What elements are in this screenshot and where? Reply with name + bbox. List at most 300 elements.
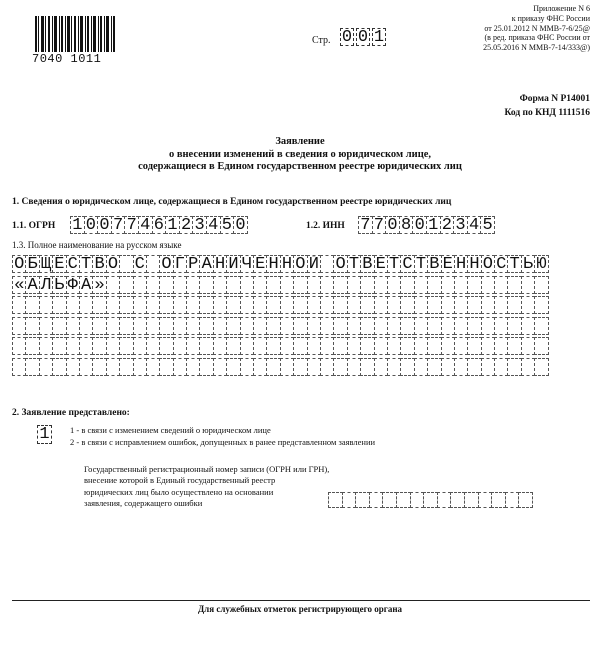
- name-cell: [92, 358, 106, 376]
- name-cell: [534, 296, 548, 314]
- name-cell: [333, 276, 347, 294]
- title-line: Заявление: [275, 136, 325, 147]
- name-cell: [360, 358, 374, 376]
- name-cell: [534, 337, 548, 355]
- name-cell: А: [79, 276, 93, 294]
- name-cell: А: [199, 255, 213, 273]
- name-cell: [146, 358, 160, 376]
- grn-digit: [505, 492, 520, 508]
- name-cell: [347, 317, 361, 335]
- page-label: Стр.: [312, 35, 331, 46]
- name-label: 1.3. Полное наименование на русском языке: [12, 240, 182, 250]
- name-cell: [240, 317, 254, 335]
- name-cell: [441, 276, 455, 294]
- grn-text-line: внесение которой в Единый государственный реестр: [84, 475, 276, 486]
- name-cell: [454, 358, 468, 376]
- name-cell: [226, 337, 240, 355]
- name-cell: [119, 358, 133, 376]
- name-cell: [186, 296, 200, 314]
- name-cell: [280, 296, 294, 314]
- name-cell: [481, 337, 495, 355]
- name-cell: [186, 317, 200, 335]
- name-cell: Т: [347, 255, 361, 273]
- name-cell: [494, 337, 508, 355]
- name-cell: Т: [414, 255, 428, 273]
- name-cell: [280, 358, 294, 376]
- name-cell: [507, 296, 521, 314]
- name-cell: [414, 296, 428, 314]
- document-title: [0, 136, 600, 174]
- name-cell: Л: [39, 276, 53, 294]
- name-cell: [534, 358, 548, 376]
- name-cell: [507, 358, 521, 376]
- name-cell: [333, 358, 347, 376]
- name-cell: [266, 358, 280, 376]
- name-cell: [266, 337, 280, 355]
- ogrn-digit: 4: [206, 216, 221, 234]
- name-row: [12, 296, 548, 314]
- name-cell: [333, 317, 347, 335]
- name-cell: [146, 296, 160, 314]
- grn-digit: [518, 492, 533, 508]
- order-note-line: от 25.01.2012 N ММВ-7-6/25@: [484, 23, 590, 33]
- name-cell: [467, 317, 481, 335]
- name-cell: [240, 296, 254, 314]
- name-cell: [12, 317, 26, 335]
- name-cell: [173, 296, 187, 314]
- name-cell: »: [92, 276, 106, 294]
- name-cell: [12, 296, 26, 314]
- name-cell: [106, 337, 120, 355]
- name-cell: [454, 296, 468, 314]
- section2-value: 1: [37, 425, 52, 444]
- name-cell: [414, 358, 428, 376]
- page-digit: 1: [373, 28, 385, 47]
- name-cell: [374, 276, 388, 294]
- name-cell: С: [494, 255, 508, 273]
- name-cell: Е: [253, 255, 267, 273]
- name-cell: [25, 317, 39, 335]
- name-cell: [374, 358, 388, 376]
- name-cell: Е: [374, 255, 388, 273]
- order-note-line: к приказу ФНС России: [511, 13, 590, 23]
- name-cell: С: [133, 255, 147, 273]
- name-cell: Б: [25, 255, 39, 273]
- name-cell: [494, 317, 508, 335]
- name-cell: Н: [266, 255, 280, 273]
- name-cell: О: [481, 255, 495, 273]
- name-cell: [454, 337, 468, 355]
- name-cell: [521, 296, 535, 314]
- name-cell: [360, 276, 374, 294]
- name-cell: [387, 358, 401, 376]
- ogrn-field: [70, 216, 247, 234]
- footer-divider: [12, 600, 590, 601]
- section2-options: [70, 425, 375, 448]
- name-cell: [146, 337, 160, 355]
- name-cell: [133, 317, 147, 335]
- name-cell: [199, 337, 213, 355]
- ogrn-digit: 0: [97, 216, 112, 234]
- inn-digit: 2: [440, 216, 455, 234]
- inn-digit: 7: [372, 216, 387, 234]
- name-cell: [320, 255, 334, 273]
- name-cell: [199, 276, 213, 294]
- name-cell: Щ: [39, 255, 53, 273]
- name-cell: [213, 337, 227, 355]
- name-cell: [25, 337, 39, 355]
- name-cell: [199, 296, 213, 314]
- name-cell: [374, 337, 388, 355]
- name-cell: [79, 358, 93, 376]
- name-cell: [52, 296, 66, 314]
- name-cell: [25, 358, 39, 376]
- form-number: Форма N Р14001: [519, 94, 590, 104]
- name-cell: [226, 317, 240, 335]
- name-cell: [119, 296, 133, 314]
- name-cell: [307, 317, 321, 335]
- name-cell: [79, 317, 93, 335]
- name-cell: [360, 296, 374, 314]
- inn-digit: 4: [467, 216, 482, 234]
- ogrn-digit: 3: [192, 216, 207, 234]
- name-cell: [133, 276, 147, 294]
- name-cell: [507, 317, 521, 335]
- name-cell: [173, 337, 187, 355]
- name-cell: [213, 358, 227, 376]
- name-cell: Ю: [534, 255, 548, 273]
- name-cell: [146, 255, 160, 273]
- inn-digit: 0: [412, 216, 427, 234]
- name-cell: [400, 276, 414, 294]
- name-cell: [52, 358, 66, 376]
- name-cell: [240, 337, 254, 355]
- name-cell: [494, 276, 508, 294]
- name-cell: Н: [213, 255, 227, 273]
- ogrn-digit: 1: [70, 216, 85, 234]
- name-cell: Е: [441, 255, 455, 273]
- name-cell: [441, 358, 455, 376]
- name-cell: Й: [307, 255, 321, 273]
- name-cell: [213, 317, 227, 335]
- name-cell: [39, 317, 53, 335]
- name-cell: [320, 317, 334, 335]
- name-cell: [374, 296, 388, 314]
- name-cell: В: [92, 255, 106, 273]
- inn-digit: 1: [426, 216, 441, 234]
- name-cell: [427, 358, 441, 376]
- name-cell: Ф: [66, 276, 80, 294]
- ogrn-label: 1.1. ОГРН: [12, 221, 56, 231]
- grn-text-line: заявления, содержащего ошибки: [84, 497, 203, 508]
- name-cell: О: [293, 255, 307, 273]
- name-cell: [307, 296, 321, 314]
- grn-digit: [437, 492, 452, 508]
- name-cell: [427, 296, 441, 314]
- name-cell: [159, 358, 173, 376]
- name-cell: [293, 317, 307, 335]
- name-cell: [293, 337, 307, 355]
- form-knd: Код по КНД 1111516: [504, 108, 590, 118]
- name-cell: [226, 276, 240, 294]
- name-cell: [266, 276, 280, 294]
- name-cell: [481, 296, 495, 314]
- name-cell: [173, 358, 187, 376]
- name-cell: Т: [507, 255, 521, 273]
- name-cell: [79, 296, 93, 314]
- name-cell: [240, 276, 254, 294]
- name-cell: [467, 358, 481, 376]
- grn-digit: [369, 492, 384, 508]
- name-cell: [79, 337, 93, 355]
- name-cell: [186, 358, 200, 376]
- name-cell: [507, 276, 521, 294]
- name-cell: [213, 296, 227, 314]
- grn-field: [328, 492, 532, 508]
- section2-option: 2 - в связи с исправлением ошибок, допущенных в ранее представленном заявлении: [70, 436, 376, 447]
- name-cell: [119, 255, 133, 273]
- grn-digit: [382, 492, 397, 508]
- name-cell: [253, 358, 267, 376]
- name-cell: [400, 296, 414, 314]
- grn-digit: [464, 492, 479, 508]
- grn-digit: [450, 492, 465, 508]
- name-cell: [133, 296, 147, 314]
- name-cell: [293, 296, 307, 314]
- name-cell: [521, 358, 535, 376]
- name-cell: [106, 276, 120, 294]
- name-cell: [106, 358, 120, 376]
- name-cell: [280, 317, 294, 335]
- name-cell: [360, 317, 374, 335]
- name-cell: О: [159, 255, 173, 273]
- name-cell: [226, 296, 240, 314]
- name-cell: [307, 276, 321, 294]
- name-cell: [92, 296, 106, 314]
- name-cell: [199, 358, 213, 376]
- name-cell: [427, 317, 441, 335]
- name-cell: [414, 276, 428, 294]
- ogrn-digit: 6: [152, 216, 167, 234]
- name-cell: [374, 317, 388, 335]
- barcode-number: 7040 1011: [32, 52, 122, 66]
- page-digit: 0: [341, 28, 353, 47]
- name-cell: О: [333, 255, 347, 273]
- section1-heading: 1. Сведения о юридическом лице, содержащиеся в Едином государственном реестре юридических лиц: [12, 197, 452, 207]
- name-cell: [347, 276, 361, 294]
- name-cell: [39, 358, 53, 376]
- name-cell: [414, 337, 428, 355]
- name-cell: Ь: [521, 255, 535, 273]
- name-cell: [454, 276, 468, 294]
- ogrn-digit: 7: [111, 216, 126, 234]
- name-cell: [66, 317, 80, 335]
- name-cell: [400, 317, 414, 335]
- name-cell: [521, 317, 535, 335]
- name-cell: [387, 276, 401, 294]
- name-cell: [481, 358, 495, 376]
- inn-digit: 5: [480, 216, 495, 234]
- name-cell: [347, 358, 361, 376]
- name-cell: [253, 317, 267, 335]
- name-cell: [534, 317, 548, 335]
- name-cell: Ч: [240, 255, 254, 273]
- name-row: [12, 255, 548, 273]
- name-cell: [25, 296, 39, 314]
- name-cell: [481, 317, 495, 335]
- inn-label: 1.2. ИНН: [306, 221, 345, 231]
- name-row: [12, 317, 548, 335]
- inn-digit: 7: [358, 216, 373, 234]
- name-cell: [186, 337, 200, 355]
- form-info: [504, 92, 590, 120]
- name-cell: Ь: [52, 276, 66, 294]
- name-cell: [427, 276, 441, 294]
- grn-digit: [478, 492, 493, 508]
- name-cell: Е: [52, 255, 66, 273]
- name-cell: [199, 317, 213, 335]
- name-cell: [253, 296, 267, 314]
- name-cell: [92, 317, 106, 335]
- name-row: [12, 358, 548, 376]
- name-cell: Н: [467, 255, 481, 273]
- name-cell: [307, 337, 321, 355]
- name-cell: [66, 296, 80, 314]
- name-cell: В: [360, 255, 374, 273]
- grn-digit: [328, 492, 343, 508]
- name-cell: [133, 358, 147, 376]
- name-cell: [12, 358, 26, 376]
- ogrn-digit: 1: [165, 216, 180, 234]
- name-cell: [39, 337, 53, 355]
- name-cell: [347, 337, 361, 355]
- name-cell: [534, 276, 548, 294]
- ogrn-digit: 5: [220, 216, 235, 234]
- name-cell: [481, 276, 495, 294]
- name-cell: [441, 337, 455, 355]
- name-cell: [253, 337, 267, 355]
- name-cell: [360, 337, 374, 355]
- name-cell: С: [400, 255, 414, 273]
- name-cell: А: [25, 276, 39, 294]
- name-cell: [400, 358, 414, 376]
- name-cell: [320, 296, 334, 314]
- inn-digit: 3: [453, 216, 468, 234]
- grn-digit: [355, 492, 370, 508]
- name-row: [12, 276, 548, 294]
- name-cell: [92, 337, 106, 355]
- name-cell: [146, 276, 160, 294]
- name-cell: [106, 296, 120, 314]
- name-cell: [454, 317, 468, 335]
- name-cell: [427, 337, 441, 355]
- page-digit: 0: [357, 28, 369, 47]
- grn-digit: [410, 492, 425, 508]
- name-cell: [240, 358, 254, 376]
- name-cell: [333, 296, 347, 314]
- page-number: [340, 28, 388, 46]
- name-cell: [387, 337, 401, 355]
- grn-text-line: Государственный регистрационный номер записи (ОГРН или ГРН),: [84, 464, 330, 474]
- grn-digit: [423, 492, 438, 508]
- name-cell: [293, 358, 307, 376]
- name-cell: Т: [387, 255, 401, 273]
- name-cell: «: [12, 276, 26, 294]
- name-cell: [119, 276, 133, 294]
- ogrn-digit: 7: [124, 216, 139, 234]
- name-cell: [146, 317, 160, 335]
- name-cell: [66, 337, 80, 355]
- name-cell: [441, 296, 455, 314]
- name-cell: [320, 358, 334, 376]
- name-cell: [133, 337, 147, 355]
- name-cell: [467, 337, 481, 355]
- name-cell: В: [427, 255, 441, 273]
- name-cell: [414, 317, 428, 335]
- grn-digit: [491, 492, 506, 508]
- order-note: [420, 4, 590, 53]
- name-cell: Р: [186, 255, 200, 273]
- order-note-line: 25.05.2016 N ММВ-7-14/333@): [483, 43, 590, 53]
- name-cell: [159, 317, 173, 335]
- title-line: содержащиеся в Едином государственном реестре юридических лиц: [138, 161, 462, 172]
- name-cell: [39, 296, 53, 314]
- name-cell: Н: [454, 255, 468, 273]
- name-cell: [387, 296, 401, 314]
- name-cell: [66, 358, 80, 376]
- name-cell: О: [106, 255, 120, 273]
- name-cell: [119, 317, 133, 335]
- name-cell: [521, 276, 535, 294]
- ogrn-digit: 0: [84, 216, 99, 234]
- name-cell: [320, 337, 334, 355]
- name-row: [12, 337, 548, 355]
- footer-label: Для служебных отметок регистрирующего органа: [197, 604, 403, 614]
- name-cell: [307, 358, 321, 376]
- name-cell: [347, 296, 361, 314]
- ogrn-digit: 2: [179, 216, 194, 234]
- name-cell: [159, 276, 173, 294]
- name-cell: [159, 296, 173, 314]
- grn-text: [84, 464, 329, 509]
- name-cell: [253, 276, 267, 294]
- name-cell: [106, 317, 120, 335]
- name-cell: [441, 317, 455, 335]
- name-cell: [494, 358, 508, 376]
- ogrn-digit: 4: [138, 216, 153, 234]
- name-cell: [293, 276, 307, 294]
- grn-text-line: юридических лиц было осуществлено на основании: [84, 486, 274, 497]
- ogrn-digit: 0: [233, 216, 248, 234]
- name-cell: О: [12, 255, 26, 273]
- name-cell: [400, 337, 414, 355]
- section2-heading: 2. Заявление представлено:: [12, 408, 130, 418]
- name-cell: [266, 317, 280, 335]
- order-note-line: Приложение N 6: [533, 4, 590, 13]
- name-cell: [280, 337, 294, 355]
- name-cell: [507, 337, 521, 355]
- name-cell: [521, 337, 535, 355]
- name-cell: И: [226, 255, 240, 273]
- name-cell: [387, 317, 401, 335]
- name-cell: С: [66, 255, 80, 273]
- name-cell: Т: [79, 255, 93, 273]
- name-cell: [320, 276, 334, 294]
- name-cell: [467, 296, 481, 314]
- grn-digit: [342, 492, 357, 508]
- name-cell: Н: [280, 255, 294, 273]
- order-note-line: (в ред. приказа ФНС России от: [484, 33, 590, 43]
